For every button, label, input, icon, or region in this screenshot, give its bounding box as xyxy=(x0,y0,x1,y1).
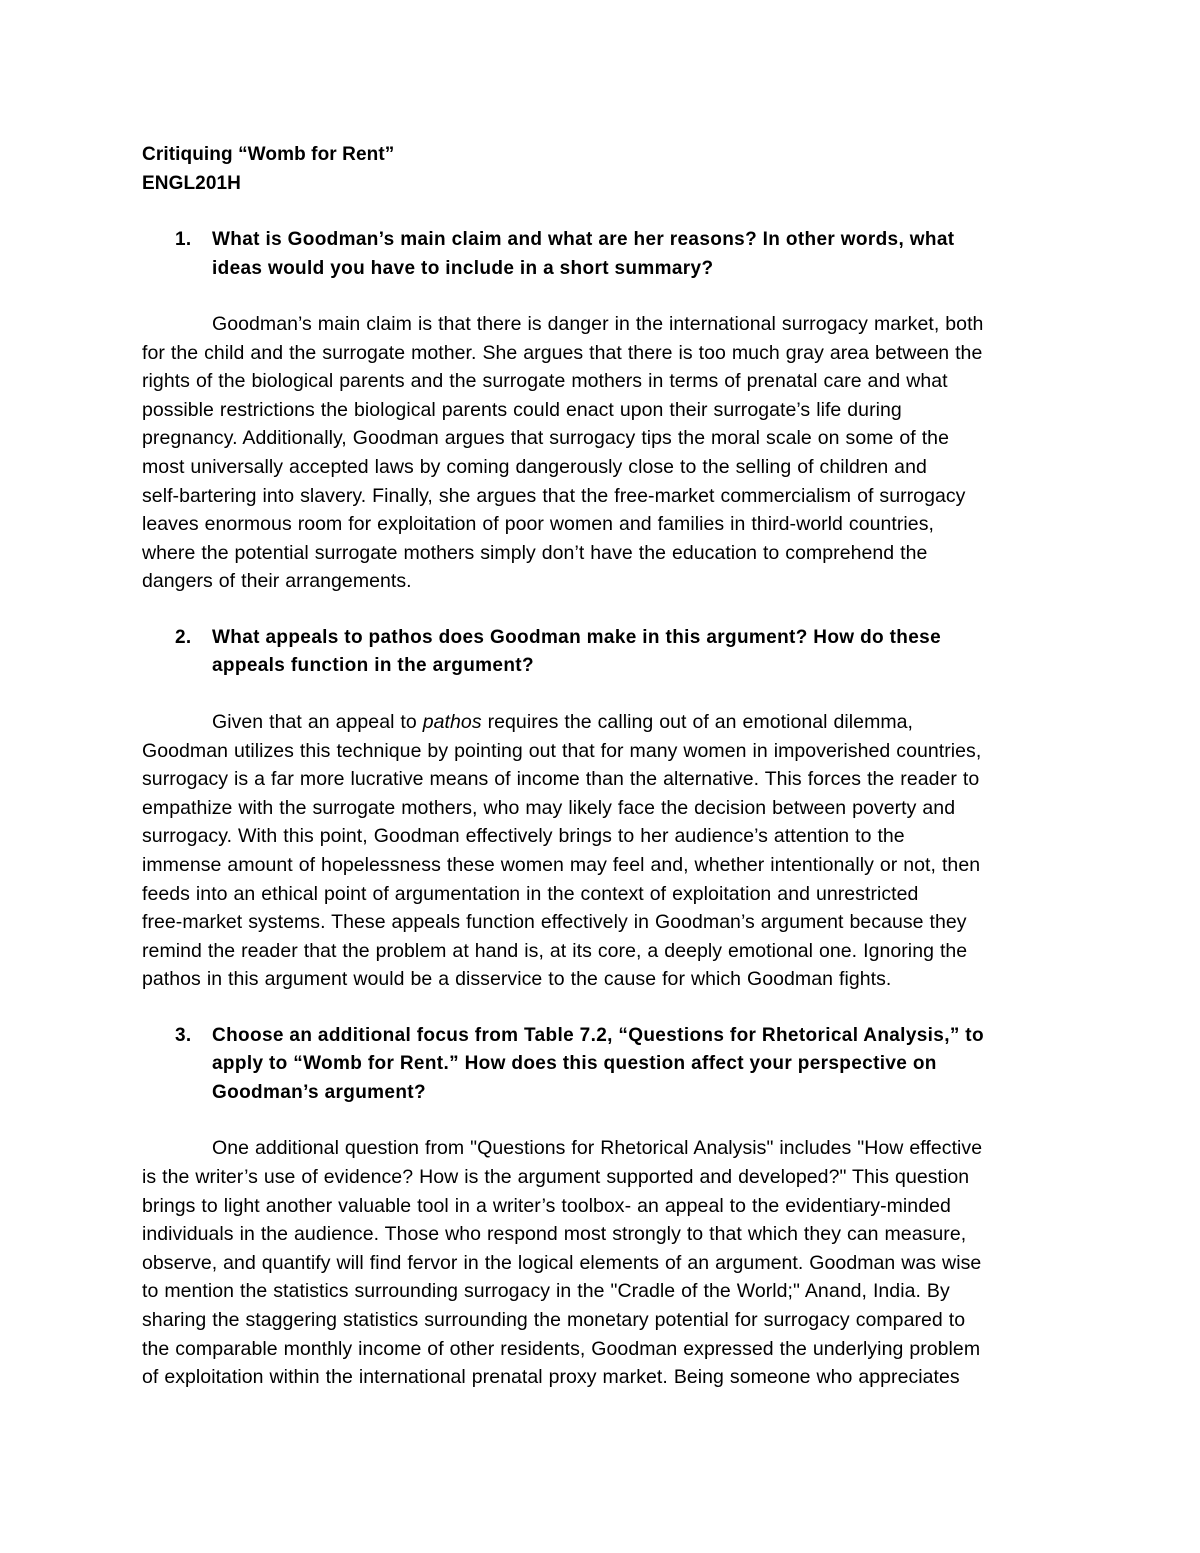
question-1 xyxy=(142,226,1072,283)
answer-line: to mention the statistics surrounding surrogacy in the "Cradle of the World;" Anand, India. By xyxy=(142,1280,950,1303)
answer-line: the comparable monthly income of other residents, Goodman expressed the underlying problem xyxy=(142,1337,981,1360)
answer-line: possible restrictions the biological parents could enact upon their surrogate’s life during xyxy=(142,398,902,421)
question-1-section xyxy=(142,226,1072,596)
question-line: Goodman’s argument? xyxy=(212,1081,426,1103)
question-number: 3. xyxy=(175,1024,192,1046)
question-line: What appeals to pathos does Goodman make in this argument? How do these xyxy=(212,626,941,648)
question-line: ideas would you have to include in a short summary? xyxy=(212,257,714,279)
answer-line xyxy=(142,708,1072,737)
question-2-section xyxy=(142,624,1072,994)
answer-3 xyxy=(142,1134,1072,1391)
question-3-section xyxy=(142,1022,1072,1392)
answer-line: empathize with the surrogate mothers, who may likely face the decision between poverty and xyxy=(142,796,956,819)
answer-line: dangers of their arrangements. xyxy=(142,570,412,593)
answer-line: individuals in the audience. Those who respond most strongly to that which they can measure, xyxy=(142,1223,967,1246)
answer-line: self-bartering into slavery. Finally, she argues that the free-market commercialism of surrogacy xyxy=(142,484,966,507)
answer-line: remind the reader that the problem at hand is, at its core, a deeply emotional one. Ignoring the xyxy=(142,939,968,962)
answer-line: immense amount of hopelessness these women may feel and, whether intentionally or not, then xyxy=(142,853,981,876)
answer-line: brings to light another valuable tool in a writer’s toolbox- an appeal to the evidentiary-minded xyxy=(142,1194,951,1217)
question-line: Choose an additional focus from Table 7.2, “Questions for Rhetorical Analysis,” to xyxy=(212,1024,984,1046)
question-line: What is Goodman’s main claim and what are her reasons? In other words, what xyxy=(212,229,955,250)
answer-1 xyxy=(142,310,1072,596)
answer-text: requires the calling out of an emotional dilemma, xyxy=(481,710,914,733)
question-line: appeals function in the argument? xyxy=(212,655,534,677)
question-2 xyxy=(142,624,1072,681)
course-code: ENGL201H xyxy=(142,173,242,194)
answer-line: most universally accepted laws by coming dangerously close to the selling of children and xyxy=(142,455,927,478)
answer-line: observe, and quantify will find fervor in the logical elements of an argument. Goodman was wise xyxy=(142,1251,982,1274)
answer-line: sharing the staggering statistics surrounding the monetary potential for surrogacy compared to xyxy=(142,1308,966,1331)
question-number: 2. xyxy=(175,626,192,648)
answer-line: pregnancy. Additionally, Goodman argues that surrogacy tips the moral scale on some of the xyxy=(142,427,949,450)
answer-line: feeds into an ethical point of argumentation in the context of exploitation and unrestricted xyxy=(142,882,919,905)
document-title: Critiquing “Womb for Rent” xyxy=(142,144,395,165)
answer-line: free-market systems. These appeals function effectively in Goodman’s argument because they xyxy=(142,911,967,934)
answer-line: One additional question from "Questions for Rhetorical Analysis" includes "How effective xyxy=(212,1137,983,1160)
answer-line: rights of the biological parents and the surrogate mothers in terms of prenatal care and what xyxy=(142,370,948,393)
answer-line: Goodman utilizes this technique by pointing out that for many women in impoverished countries, xyxy=(142,739,982,762)
question-3 xyxy=(142,1022,1072,1108)
answer-line: for the child and the surrogate mother. She argues that there is too much gray area between the xyxy=(142,341,983,364)
answer-line: of exploitation within the international prenatal proxy market. Being someone who appreciates xyxy=(142,1366,960,1389)
question-line: apply to “Womb for Rent.” How does this question affect your perspective on xyxy=(212,1053,937,1075)
italic-term: pathos xyxy=(422,710,482,733)
answer-2 xyxy=(142,708,1072,994)
answer-text: Given that an appeal to xyxy=(212,710,423,733)
question-number: 1. xyxy=(175,229,192,250)
answer-line: surrogacy is a far more lucrative means of income than the alternative. This forces the reader to xyxy=(142,768,980,791)
answer-line: pathos in this argument would be a disservice to the cause for which Goodman fights. xyxy=(142,968,892,991)
answer-line: leaves enormous room for exploitation of poor women and families in third-world countries, xyxy=(142,513,934,536)
answer-line: Goodman’s main claim is that there is danger in the international surrogacy market, both xyxy=(212,313,984,335)
answer-line: surrogacy. With this point, Goodman effectively brings to her audience’s attention to the xyxy=(142,825,905,848)
answer-line: where the potential surrogate mothers simply don’t have the education to comprehend the xyxy=(142,541,928,564)
answer-line: is the writer’s use of evidence? How is the argument supported and developed?" This question xyxy=(142,1165,970,1188)
document-page xyxy=(142,140,1072,1392)
